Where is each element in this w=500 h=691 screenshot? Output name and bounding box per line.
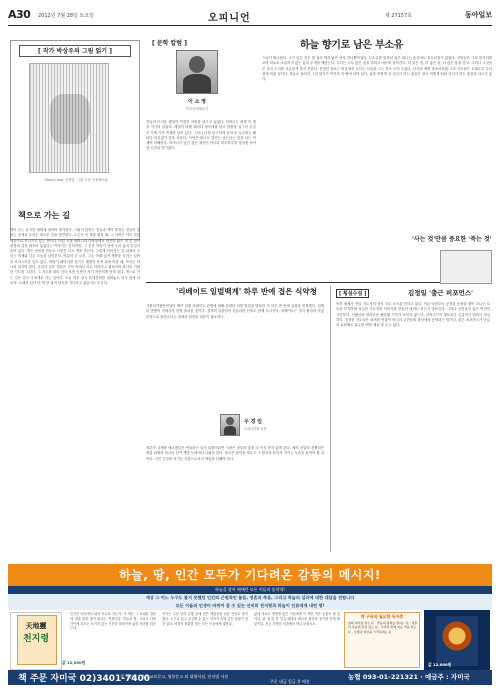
ad-tagline-1: 하늘을 찾아 헤매던 모든 이들의 종착역! [8,586,492,594]
ad-reader-panel [344,612,420,668]
book-advertisement [8,564,492,685]
columnist-name: 이 소 영 [188,99,206,105]
writer-photo [220,414,240,436]
col3-subhead: '사는 것'만큼 중요한 '죽는 것' [412,236,492,243]
book-cover-left [10,612,62,670]
col1-heading: 책으로 가는 길 [18,211,70,220]
ad-panel-title: 책 구독의 필요한 독자층 [360,614,404,619]
ad-text-2: 저자는 수십 년의 수행 끝에 얻은 깨달음을 쉬운 언어로 풀어냈다. 누구나 읽고 공감할 수 있는 이야기 속에 깊은 울림이 담겨 있다. 마음의 평화를 찾는 모든 이들에게 권한다. [162,612,248,626]
section-title: 오피니언 [208,13,251,24]
ad-tagline-3: 모든 이들의 인생이 바뀌어 갈 수 있는 신비의 천지평과 하늘이 인류에게 내린 명! [8,602,492,610]
col2-body: 한낮의 뜨거운 햇살이 여전히 마당을 달구고 있었다. 어머니는 평생 이 집을 지키며 살았다. 계절이 바뀔 때마다 장독대를 닦고 텃밭을 일구던 손길은 이제 기억 속에만 남아 있다. 그러나 마당 한구석에 심어 둔 무궁화는 해마다 어김없이 꽃을 피운다. 사람은 떠나도 향기는 남는다는 말을 나는 이제야 이해한다. 어머니가 남긴 것은 재산이 아니라 하루하루를 정성껏 살아낸 시간의 향기였다. [146,120,256,151]
col3-heading: 하늘 향기로 남은 부소유 [300,40,404,51]
ad-banner [8,564,492,586]
right-column-heading: 김정일 '출근 퍼포먼스' [408,289,474,297]
ad-text-1: 인간은 어디에서 와서 어디로 가는가. 이 책은 그 오래된 질문에 대한 답을 찾아 떠나는 여정이다. 하늘과 땅, 그리고 사람 사이에 흐르는 보이지 않는 기운을 따라가며 삶의 의미를 되묻는다. [70,612,156,631]
book-cover-right [424,610,490,670]
ad-tagline-2: 세상 그 어느 누구도 풀지 못했던 인간의 근원적인 물음, 영혼과 죽음, 그리고 하늘의 섭리에 대한 대답을 전합니다 [8,594,492,602]
writer-role: 오피니언팀 차장 [244,427,267,431]
columnist-photo [176,50,218,94]
ad-text-3: 삶에 지치고 방향을 잃은 이들에게 이 책은 작은 등불이 될 것이다. 한 장 한 장 넘길 때마다 새로운 희망과 용기를 얻게 될 것이다. 지금 가까운 서점에서 만나 보십시오. [254,612,340,626]
page-header [8,6,492,26]
newspaper-name: 동아일보 [464,11,492,19]
col1-body: 책이 주는 숭고한 세계에 대하여 생각한다. 그림이 말하는 것들과 책이 말하는 것들이 맞닿는 곳에서 우리는 새로운 길을 발견한다. 누군가 이 책을 펼칠 때, 그 사람은 이미 다른 세상으로 건너가고 있는 셈이다. 어린 시절 할머니의 다락방에서 발견한 낡은 책 한 권이 평생의 길을 바꾸어 놓았다는 이야기는 흔하지만, 그 흔한 이야기 안에 우리 삶의 본질이 숨어 있다. 책은 사람을 만들고 사람은 다시 책을 만든다. 그렇게 이어지는 길 위에서 우리는 어제와 다른 오늘을 살아간다. 여름의 긴 오후, 그늘 아래 앉아 책장을 넘기는 일만큼 호사스러운 일도 없다. 바람이 페이지를 넘기고 햇빛이 문장 위에 머물 때, 독서는 하나의 의식이 된다. 우리가 읽은 책들은 기억 속에서 서로 이어지고 겹쳐지며 하나의 거대한 지도를 그린다. 그 지도를 따라 걷다 보면 언젠가 자기 자신에게 닿게 된다. 책으로 가는 길은 결국 나에게로 가는 길이다. 오늘 하루 잠시 휴대전화를 내려놓고 서가 앞에 서 보자. 오래전 읽다 만 책 한 권이 당신을 기다리고 있을지도 모른다. [10,228,140,285]
col3-body: 스님이 떠나셨다. 그가 남긴 것은 몇 권의 책과 낡은 의자 하나뿐이었다. 무소유를 말하던 삶은 떠나는 순간에도 흐트러짐이 없었다. 사람들은 그의 빈자리를 보며 비로소 소유하지 않는 삶의 무게를 깨닫는다. 우리는 너무 많은 것을 쥐려고 애쓰며 살아간다. 더 넓은 집, 더 좋은 차, 더 많은 통장 잔고. 그러나 그것들은 결국 우리를 자유롭게 하지 못한다. 진정한 풍요는 비움에서 온다는 사실을 그는 몸소 보여 주었다. 산사의 새벽 종소리처럼 그의 가르침은 오래도록 우리 곁에 머물 것이다. 하늘로 돌아간 그의 향기가 여전히 이 땅에 남아 있다. 삶을 어떻게 살 것인가 하는 물음은 결국 어떻게 떠날 것인가 하는 물음과 다르지 않다. [262,56,492,82]
cartoon-illustration [440,250,492,284]
order-note: 주문 대금 입금 후 배송 [270,679,310,684]
mid-body-a: 식품의약품안전청이 제약 업계 리베이트 관행에 대해 강력한 처벌 방침을 발표한 지 하루 반 만에 입장을 번복했다. 업계의 반발이 거세지자 한발 물러선 것이다. 정책의 일관성이 흔들리면 신뢰도 함께 무너진다. 리베이트는 결국 환자의 약값 부담으로 돌아온다는 점에서 엄정한 대응이 필요하다. [146,304,324,319]
page-number: A30 [8,8,31,21]
artwork-caption: 'Fancy Lang' 김영헌, '그림 모음' 이용해도됨 [44,178,108,182]
ad-panel-body: 삶의 의미를 찾는 분 · 마음의 평화를 원하는 분 · 영혼과 죽음에 관심 있는 분 · 가족과 함께 읽을 책을 찾는 분 · 수행과 명상을 시작하려는 분 [348,621,418,634]
mid-heading: '리베이트 일벌백계' 하루 반에 접은 식약청 [176,287,317,296]
book-title-hanja: 天地靈 [25,622,47,630]
bank-account: 농협 093-01-221321 · 예금주 : 자미국 [348,673,470,681]
right-column-tag: [ 횡설수설 ] [336,289,369,298]
book-title-korean: 천지령 [22,634,50,644]
ad-headline: 하늘, 땅, 인간 모두가 기다려온 감동의 메시지! [119,568,381,582]
columnist-role: 작가·문학평론가 [185,107,209,111]
book-price-right: 값 12,000원 [428,662,452,667]
writer-name: 우 경 임 [244,419,262,425]
purchase-info: 책 구입처 : 전국 교보문고, 영풍문고 외 대형서점, 인터넷 서점 [120,674,229,679]
artwork-image [29,63,109,173]
order-phone: 책 주문 자미국 02)3401-7400 [18,674,151,684]
literature-column-label: [ 문학 칼럼 ] [152,40,187,47]
issue-number: 제 27157호 [384,13,412,19]
book-price-left: 값 12,000원 [62,660,86,665]
picture-reading-title: [ 작가 박상우의 그림 읽기 ] [19,45,131,57]
right-column-body: 북한 매체가 연일 지도자의 현지 지도 소식을 전하고 있다. 이른 아침부터 공장과 농장을 찾아 다니는 모습을 부각하며 성실한 지도자의 이미지를 만들어 내려는 의도가 엿보인다. 그러나 주민들의 삶은 여전히 고단하다. 식량난과 전력난은 해결될 기미가 보이지 않는다. 보여주기식 행보보다 실질적인 변화가 절실하다. 진정한 지도력은 화려한 연출이 아니라 주민들의 밥상에서 증명되는 법이다. 출근 퍼포먼스가 아무리 요란해도 굶주린 배를 채워 줄 수는 없다. [336,302,490,328]
ad-order-bar [8,670,492,685]
mid-body-b: 정부가 규제를 예고했다가 번복하는 일이 되풀이되면 시장은 정부의 말을 더 이상 믿지 않게 된다. 제약 산업의 경쟁력은 영업 관행이 아니라 신약 개발 능력에서 나와야 한다. 당국은 원칙을 세우고 그 원칙을 끝까지 지키는 모습을 보여야 할 것이다. 국민 건강을 지키는 기관으로서의 책임을 다해야 한다. [146,446,324,461]
issue-date: 2012년 7월 28일 토요일 [38,13,95,19]
